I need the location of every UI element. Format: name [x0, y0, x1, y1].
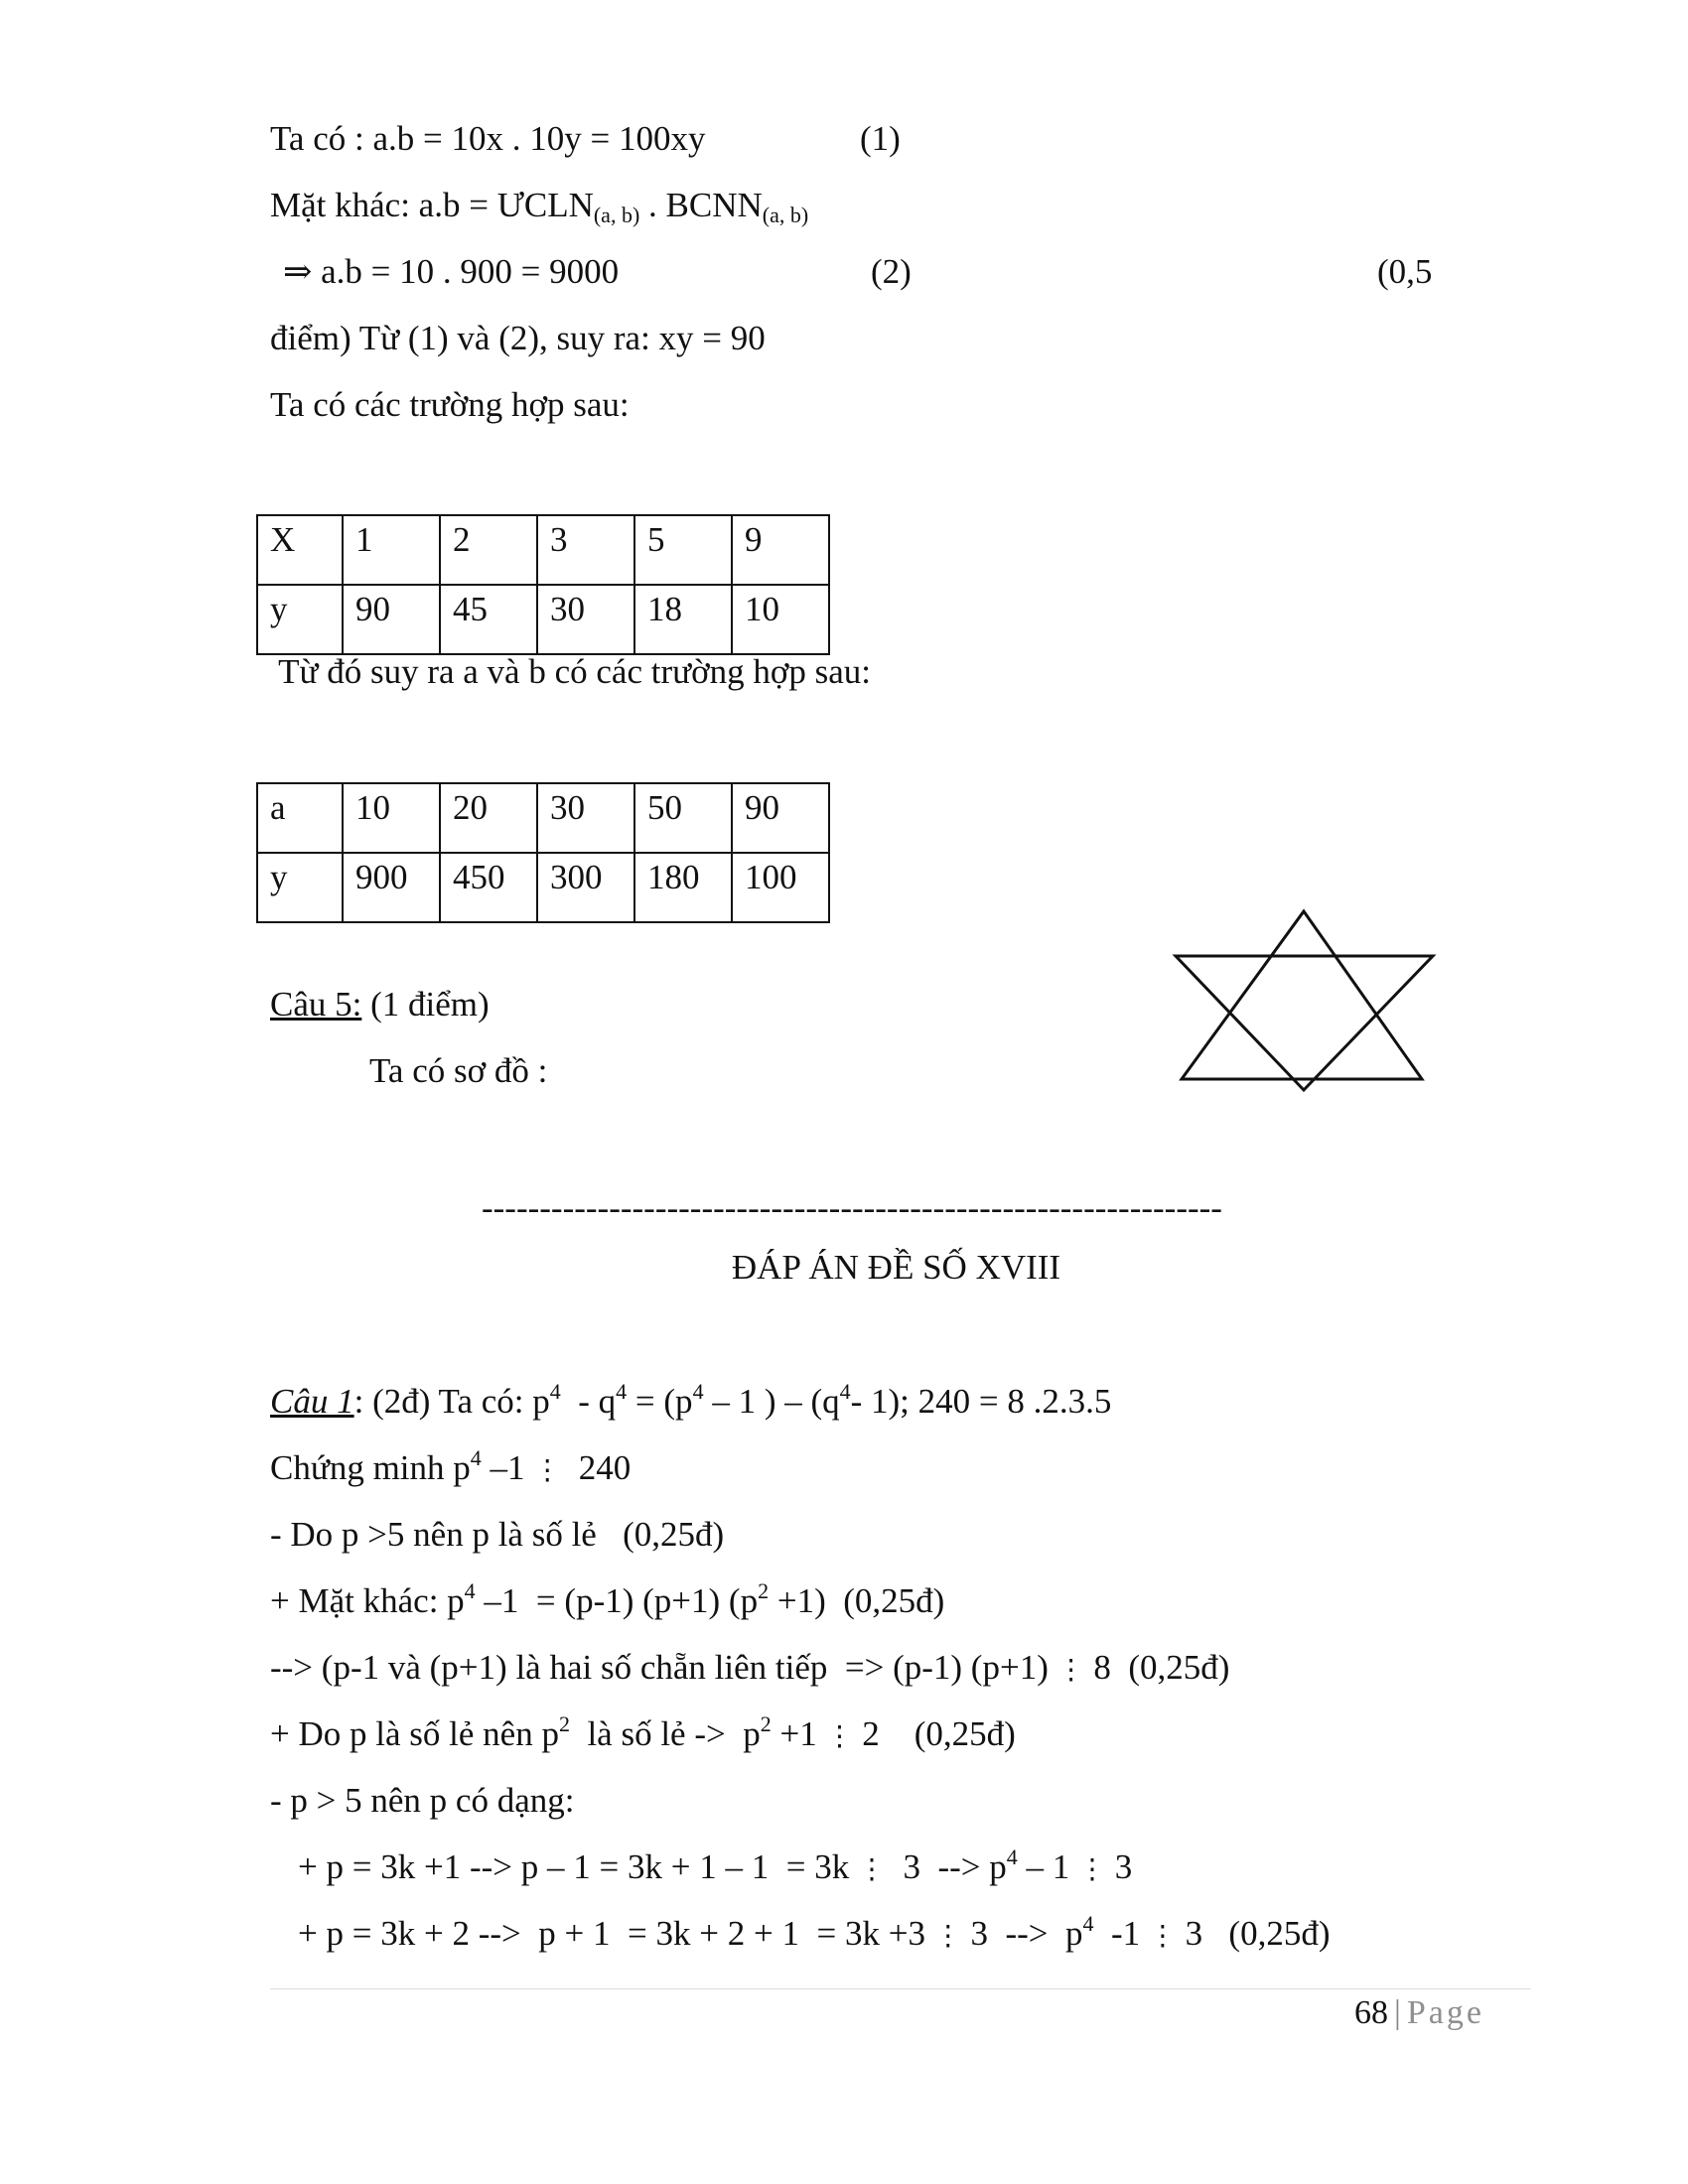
answer-line: Câu 1: (2đ) Ta có: $p^4 - q^4 = (p^4 - 1$ ) – ($q^4-$ 1); 240 = 8 .2.3.5 [270, 1379, 1112, 1421]
table-row [257, 853, 829, 922]
text-line: ⇒ a.b = 10 . 900 = 9000 [283, 252, 620, 291]
table-cell: X [257, 515, 343, 585]
table-cell: 2 [440, 515, 537, 585]
table-cell: y [257, 853, 343, 922]
separator-line: ---------------------------------------------------------------- [482, 1188, 1222, 1227]
answer-line: + p = 3k +1 --> p – 1 = 3k + 1 – 1 = 3k ⋮ 3 --> $p^4 - 1$ ⋮ 3 [298, 1844, 1133, 1886]
answer-line: --> (p-1 và (p+1) là hai số chẵn liên tiếp => (p-1) (p+1) ⋮ 8 (0,25đ) [270, 1648, 1230, 1687]
star-diagram [1172, 908, 1440, 1097]
text-line: Ta có : a.b = 10x . 10y = 100xy [270, 119, 706, 158]
table-cell: 10 [732, 585, 829, 654]
table-cell: 3 [537, 515, 634, 585]
table-cell: 90 [343, 585, 440, 654]
table-cell: 100 [732, 853, 829, 922]
answer-line: Chứng minh $p^4$ –1 ⋮ 240 [270, 1445, 632, 1487]
answer-line: + p = 3k + 2 --> p + 1 = 3k + 2 + 1 = 3k +3 ⋮ 3 --> $p^4$ -1 ⋮ 3 (0,25đ) [298, 1911, 1331, 1953]
table-cell: 20 [440, 783, 537, 853]
table-row [257, 515, 829, 585]
page-word: Page [1406, 1994, 1484, 2031]
table-cell: 900 [343, 853, 440, 922]
table-cell: 30 [537, 585, 634, 654]
footer-rule [270, 1988, 1531, 1989]
text-line: Mặt khác: $a.b = ƯCLN_{(a, b)}$ . $BCNN_{(a, b)}$ [270, 186, 809, 227]
text-line: điểm) Từ (1) và (2), suy ra: xy = 90 [270, 319, 766, 357]
text-line: Ta có sơ đồ : [369, 1051, 548, 1090]
table-xy [256, 514, 830, 655]
table-cell: 45 [440, 585, 537, 654]
table-cell: 180 [634, 853, 732, 922]
page-footer [1354, 1991, 1484, 2035]
table-cell: 90 [732, 783, 829, 853]
answer-line: - p > 5 nên p có dạng: [270, 1781, 575, 1820]
text-line: Từ đó suy ra a và b có các trường hợp sau: [270, 652, 871, 691]
text-line: Ta có các trường hợp sau: [270, 385, 630, 424]
table-ab [256, 782, 830, 923]
equation-ref: (1) [860, 119, 901, 158]
page-number: 68 [1354, 1994, 1388, 2031]
table-cell: 300 [537, 853, 634, 922]
table-cell: 50 [634, 783, 732, 853]
equation-ref: (2) [871, 252, 912, 291]
answer-title: ĐÁP ÁN ĐỀ SỐ XVIII [731, 1248, 1061, 1287]
table-cell: 18 [634, 585, 732, 654]
triangle-down [1176, 956, 1433, 1090]
table-cell: 9 [732, 515, 829, 585]
table-cell: 10 [343, 783, 440, 853]
table-cell: a [257, 783, 343, 853]
table-row [257, 585, 829, 654]
table-cell: 30 [537, 783, 634, 853]
table-cell: y [257, 585, 343, 654]
triangle-up [1182, 911, 1422, 1079]
table-row [257, 783, 829, 853]
table-cell: 1 [343, 515, 440, 585]
footer-separator: | [1394, 1994, 1401, 2031]
question-5-heading: Câu 5: (1 điểm) [270, 985, 490, 1024]
answer-line: + Mặt khác: $p^4$ –1 = (p-1) (p+1) $(p^2 +1)$ (0,25đ) [270, 1578, 945, 1620]
table-cell: 5 [634, 515, 732, 585]
answer-line: + Do p là số lẻ nên $p^2$ là số lẻ -> $p^2 +1$ ⋮ 2 (0,25đ) [270, 1711, 1016, 1753]
table-cell: 450 [440, 853, 537, 922]
score-note: (0,5 [1377, 252, 1433, 291]
answer-line: - Do p >5 nên p là số lẻ (0,25đ) [270, 1515, 725, 1554]
